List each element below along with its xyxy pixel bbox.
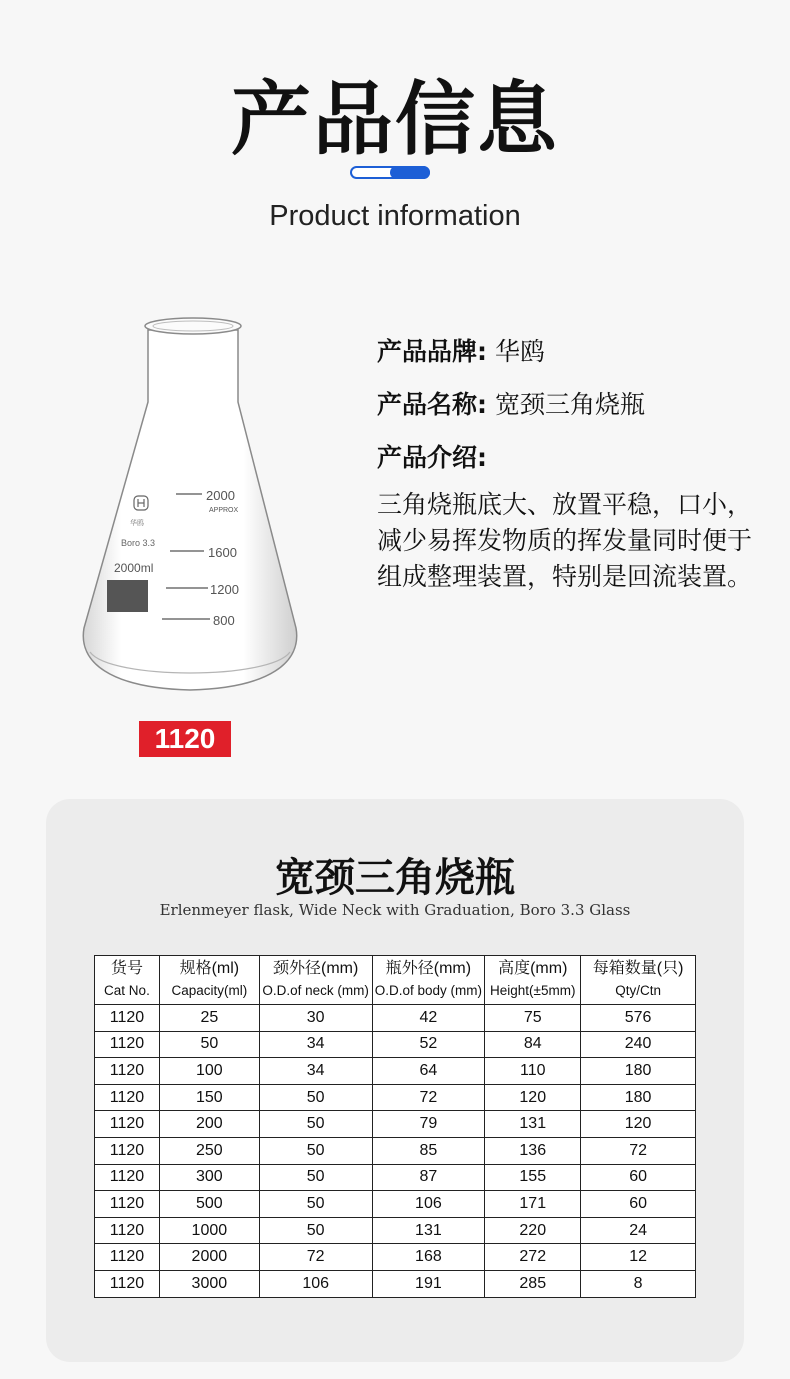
- table-cell: 52: [372, 1031, 485, 1058]
- name-value: 宽颈三角烧瓶: [494, 390, 645, 419]
- flask-image: [70, 310, 310, 700]
- table-cell: 180: [581, 1084, 696, 1111]
- table-cell: 50: [259, 1191, 372, 1218]
- table-row: [95, 1031, 696, 1058]
- spec-title: 宽颈三角烧瓶: [275, 855, 515, 901]
- table-cell: 100: [159, 1058, 259, 1085]
- table-cell: 1120: [95, 1031, 160, 1058]
- table-cell: 12: [581, 1244, 696, 1271]
- grad-1200: 1200: [210, 582, 239, 597]
- table-cell: 1120: [95, 1164, 160, 1191]
- table-cell: 155: [485, 1164, 581, 1191]
- name-line: [377, 387, 757, 423]
- table-cell: 106: [372, 1191, 485, 1218]
- table-cell: 50: [259, 1217, 372, 1244]
- table-row: [95, 1005, 696, 1032]
- table-cell: 50: [259, 1111, 372, 1138]
- table-cell: 120: [581, 1111, 696, 1138]
- table-cell: 1000: [159, 1217, 259, 1244]
- table-header-row: [95, 956, 696, 1005]
- table-cell: 500: [159, 1191, 259, 1218]
- table-cell: 1120: [95, 1005, 160, 1032]
- table-row: [95, 1270, 696, 1297]
- grad-approx: APPROX: [209, 507, 239, 514]
- table-row: [95, 1217, 696, 1244]
- table-cell: 272: [485, 1244, 581, 1271]
- table-cell: 1120: [95, 1084, 160, 1111]
- spec-subtitle: Erlenmeyer flask, Wide Neck with Graduation, Boro 3.3 Glass: [159, 901, 631, 919]
- col-header-body: 瓶外径(mm) O.D.of body (mm): [372, 956, 485, 1005]
- grad-1600: 1600: [208, 545, 237, 560]
- product-info: [377, 334, 757, 595]
- table-cell: 2000: [159, 1244, 259, 1271]
- col-header-neck: 颈外径(mm) O.D.of neck (mm): [259, 956, 372, 1005]
- brand-value: 华鸥: [494, 337, 545, 366]
- table-cell: 106: [259, 1270, 372, 1297]
- grad-800: 800: [213, 613, 235, 628]
- table-cell: 300: [159, 1164, 259, 1191]
- flask-illustration: [70, 310, 310, 700]
- table-cell: 34: [259, 1031, 372, 1058]
- table-cell: 1120: [95, 1270, 160, 1297]
- table-cell: 50: [259, 1137, 372, 1164]
- table-cell: 60: [581, 1191, 696, 1218]
- brand-line: [377, 334, 757, 370]
- table-cell: 24: [581, 1217, 696, 1244]
- capacity-mark: 2000ml: [114, 561, 154, 575]
- col-header-qty: 每箱数量(只) Qty/Ctn: [581, 956, 696, 1005]
- table-cell: 240: [581, 1031, 696, 1058]
- table-cell: 75: [485, 1005, 581, 1032]
- table-cell: 168: [372, 1244, 485, 1271]
- table-cell: 79: [372, 1111, 485, 1138]
- table-row: [95, 1084, 696, 1111]
- table-cell: 30: [259, 1005, 372, 1032]
- table-cell: 1120: [95, 1111, 160, 1138]
- table-cell: 150: [159, 1084, 259, 1111]
- table-cell: 50: [159, 1031, 259, 1058]
- boro-mark: Boro 3.3: [121, 538, 156, 548]
- table-cell: 1120: [95, 1244, 160, 1271]
- table-cell: 191: [372, 1270, 485, 1297]
- table-cell: 1120: [95, 1217, 160, 1244]
- table-cell: 1120: [95, 1058, 160, 1085]
- table-cell: 1120: [95, 1137, 160, 1164]
- table-cell: 285: [485, 1270, 581, 1297]
- table-row: [95, 1111, 696, 1138]
- table-row: [95, 1244, 696, 1271]
- table-cell: 8: [581, 1270, 696, 1297]
- table-cell: 72: [259, 1244, 372, 1271]
- table-cell: 34: [259, 1058, 372, 1085]
- table-cell: 220: [485, 1217, 581, 1244]
- table-row: [95, 1137, 696, 1164]
- col-header-cat: 货号 Cat No.: [95, 956, 160, 1005]
- grad-2000: 2000: [206, 488, 235, 503]
- model-badge: 1120: [139, 721, 231, 757]
- page-title: 产品信息: [231, 73, 559, 166]
- intro-label: 产品介绍:: [377, 443, 487, 472]
- table-cell: 64: [372, 1058, 485, 1085]
- table-cell: 250: [159, 1137, 259, 1164]
- table-cell: 1120: [95, 1191, 160, 1218]
- table-cell: 72: [372, 1084, 485, 1111]
- col-header-capacity: 规格(ml) Capacity(ml): [159, 956, 259, 1005]
- table-cell: 50: [259, 1084, 372, 1111]
- table-row: [95, 1058, 696, 1085]
- table-cell: 200: [159, 1111, 259, 1138]
- page-subtitle: Product information: [269, 200, 521, 232]
- intro-line: [377, 440, 757, 476]
- col-header-height: 高度(mm) Height(±5mm): [485, 956, 581, 1005]
- marking-patch: [107, 580, 148, 612]
- table-cell: 131: [485, 1111, 581, 1138]
- table-cell: 25: [159, 1005, 259, 1032]
- table-cell: 84: [485, 1031, 581, 1058]
- table-cell: 50: [259, 1164, 372, 1191]
- spec-table: [94, 955, 696, 1298]
- spec-card: [46, 799, 744, 1362]
- table-cell: 110: [485, 1058, 581, 1085]
- title-divider: [350, 166, 430, 179]
- table-cell: 171: [485, 1191, 581, 1218]
- table-row: [95, 1191, 696, 1218]
- table-cell: 60: [581, 1164, 696, 1191]
- brand-mark: 华鸥: [130, 519, 144, 527]
- table-cell: 87: [372, 1164, 485, 1191]
- table-cell: 180: [581, 1058, 696, 1085]
- table-cell: 576: [581, 1005, 696, 1032]
- table-cell: 3000: [159, 1270, 259, 1297]
- name-label: 产品名称:: [377, 390, 487, 419]
- table-cell: 120: [485, 1084, 581, 1111]
- table-cell: 131: [372, 1217, 485, 1244]
- table-cell: 42: [372, 1005, 485, 1032]
- title-divider-fill: [390, 166, 430, 179]
- table-cell: 85: [372, 1137, 485, 1164]
- table-row: [95, 1164, 696, 1191]
- table-cell: 136: [485, 1137, 581, 1164]
- table-cell: 72: [581, 1137, 696, 1164]
- intro-text: 三角烧瓶底大、放置平稳，口小，减少易挥发物质的挥发量同时便于组成整理装置，特别是回流装置。: [377, 490, 753, 591]
- brand-label: 产品品牌:: [377, 337, 487, 366]
